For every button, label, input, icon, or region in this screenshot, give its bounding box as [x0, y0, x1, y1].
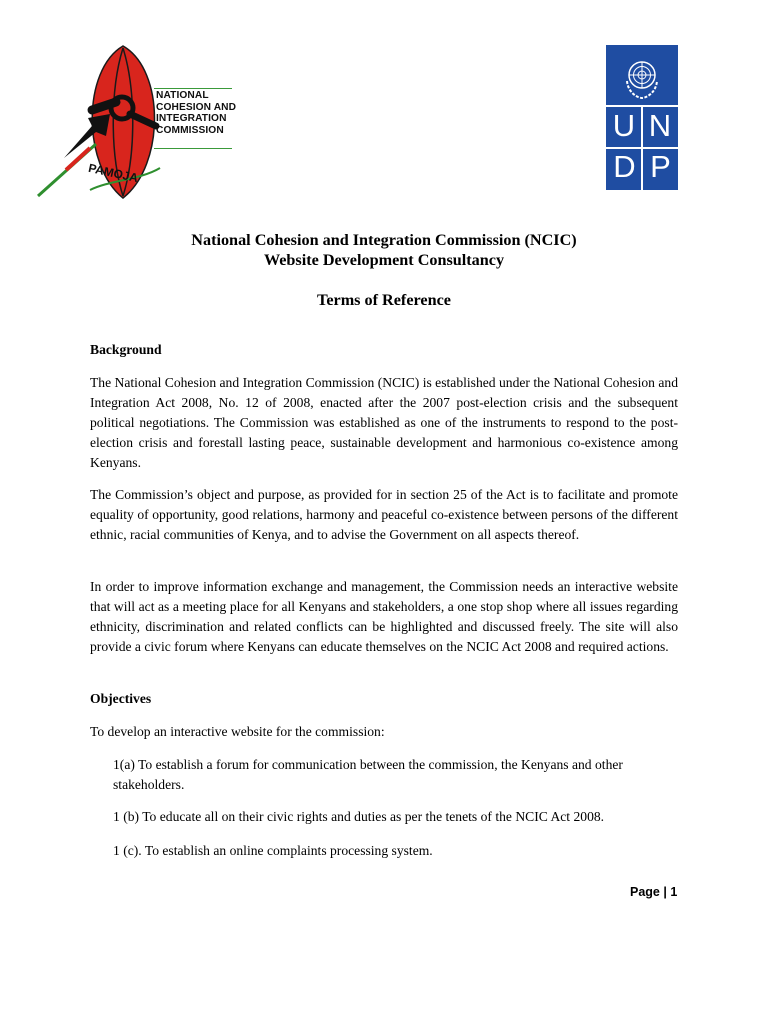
- ncic-top-rule: [154, 88, 232, 89]
- undp-letter: N: [648, 108, 672, 143]
- undp-letters-row: [606, 149, 678, 185]
- background-paragraph-2: The Commission’s object and purpose, as provided for in section 25 of the Act is to facilitate and promote equality of opportunity, good relations, harmony and peaceful co-existence between persons of the different ethnic, racial communities of Kenya, and to advise the Government on all aspects thereof.: [90, 487, 678, 543]
- objective-item: 1(a) To establish a forum for communication between the commission, the Kenyans and other stakeholders.: [113, 757, 623, 792]
- objective-item: 1 (b) To educate all on their civic rights and duties as per the tenets of the NCIC Act 2008.: [113, 809, 605, 824]
- terms-of-reference-heading: Terms of Reference: [317, 291, 451, 309]
- background-paragraph-1: The National Cohesion and Integration Commission (NCIC) is established under the National Cohesion and Integration Act 2008, No. 12 of 2008, enacted after the 2007 post-election crisis and the subsequent political negotiations. The Commission was established as one of the instruments to respond to the post-election crisis and forestall lasting peace, sustainable development and harmonious co-existence among Kenyans.: [90, 375, 678, 471]
- ncic-name-line: INTEGRATION: [156, 113, 227, 124]
- ncic-name-line: COMMISSION: [156, 124, 224, 136]
- objectives-heading: Objectives: [90, 691, 152, 706]
- ncic-name-line: COHESION AND: [156, 101, 237, 113]
- background-heading: Background: [90, 342, 162, 357]
- undp-letter: D: [613, 149, 636, 184]
- un-emblem-icon: [618, 53, 666, 101]
- objectives-intro: To develop an interactive website for the commission:: [90, 724, 385, 739]
- ncic-name-line: NATIONAL: [156, 90, 209, 101]
- ncic-name: [156, 90, 236, 136]
- undp-letter: P: [650, 149, 671, 184]
- undp-letters-row: [606, 108, 678, 144]
- ncic-motto: PAMOJA: [87, 160, 140, 186]
- document-subtitle: Website Development Consultancy: [263, 251, 505, 269]
- objective-item: 1 (c). To establish an online complaints processing system.: [113, 843, 433, 858]
- undp-letter: U: [612, 108, 636, 143]
- undp-logo: [606, 45, 678, 190]
- ncic-bottom-rule: [154, 148, 232, 149]
- document-title: National Cohesion and Integration Commission (NCIC): [191, 231, 577, 249]
- page-number: Page | 1: [630, 885, 678, 899]
- background-paragraph-3: In order to improve information exchange and management, the Commission needs an interactive website that will act as a meeting place for all Kenyans and stakeholders, a one stop shop where all issues regarding ethnicity, discrimination and related conflicts can be highlighted and discussed freely. The site will also provide a civic forum where Kenyans can educate themselves on the NCIC Act 2008 and required actions.: [90, 579, 678, 655]
